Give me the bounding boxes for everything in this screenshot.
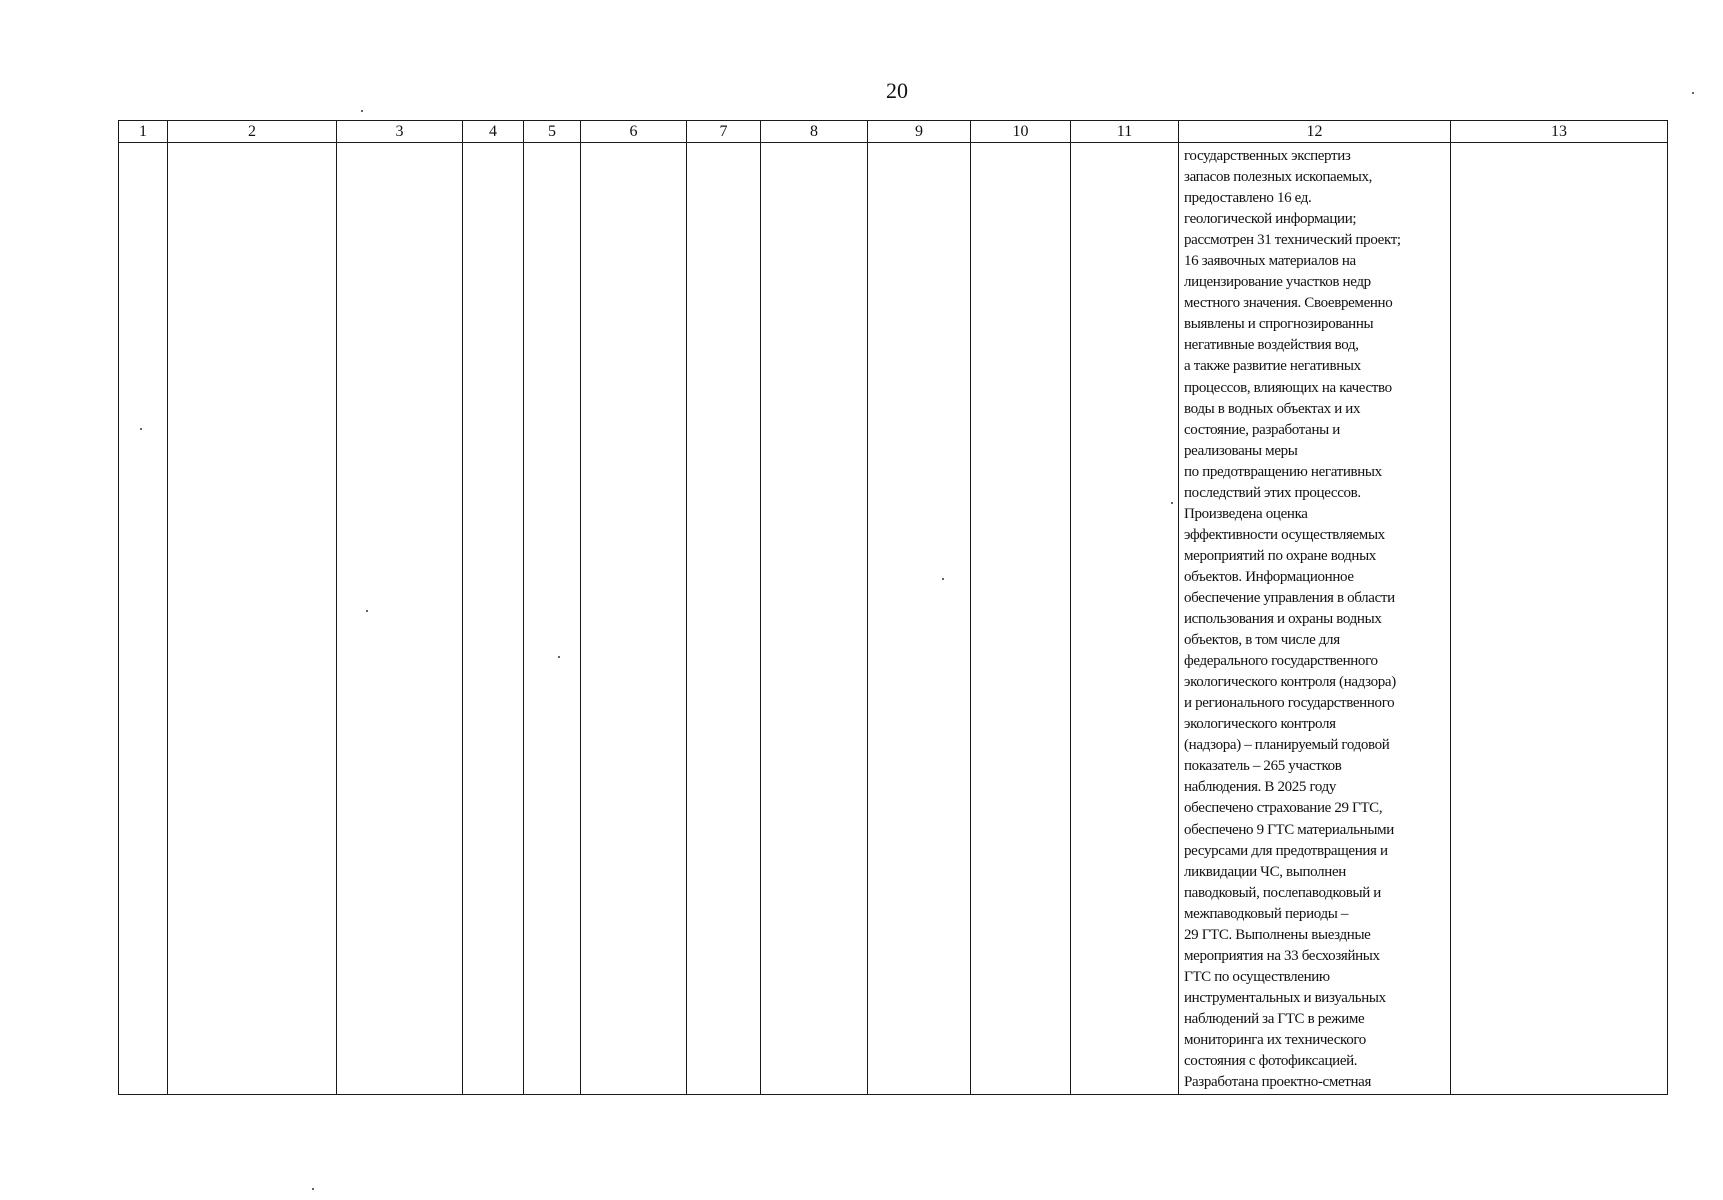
cell-col-6 [581,143,687,1095]
text-line: экологического контроля (надзора) [1184,674,1396,691]
text-line: Разработана проектно-сметная [1184,1074,1372,1091]
text-line: показатель – 265 участков [1184,758,1342,775]
text-line: предоставлено 16 ед. [1184,190,1312,207]
text-line: реализованы меры [1184,442,1298,459]
text-line: лицензирование участков недр [1184,274,1371,291]
cell-col-9 [868,143,971,1095]
text-line: а также развитие негативных [1184,358,1361,375]
scan-speck [361,110,363,112]
cell-col-11 [1071,143,1179,1095]
report-table [118,120,1668,1095]
text-line: межпаводковый периоды – [1184,905,1349,922]
scan-speck [558,656,560,658]
text-line: государственных экспертиз [1184,148,1351,164]
text-line: местного значения. Своевременно [1184,295,1393,312]
text-line: негативные воздействия вод, [1184,337,1359,354]
column-header-4: 4 [463,121,524,143]
table-row [119,143,1668,1095]
text-line: и регионального государственного [1184,695,1395,712]
text-line: состояние, разработаны и [1184,421,1340,438]
text-line: мероприятия на 33 бесхозяйных [1184,947,1380,964]
cell-col-3 [337,143,463,1095]
text-line: наблюдения. В 2025 году [1184,779,1337,796]
column-12-text [1179,143,1450,1093]
column-header-10: 10 [971,121,1071,143]
text-line: мониторинга их технического [1184,1031,1366,1048]
column-number-row [119,121,1668,143]
column-header-11: 11 [1071,121,1179,143]
text-line: федерального государственного [1184,653,1378,670]
scan-speck [942,578,944,580]
text-line: использования и охраны водных [1184,611,1382,628]
text-line: рассмотрен 31 технический проект; [1184,232,1401,249]
text-line: по предотвращению негативных [1184,463,1382,480]
scan-speck [366,610,368,612]
column-header-13: 13 [1451,121,1668,143]
text-line: мероприятий по охране водных [1184,547,1376,564]
scan-speck [140,428,142,430]
column-header-1: 1 [119,121,168,143]
text-line: объектов, в том числе для [1184,632,1340,649]
cell-col-8 [761,143,868,1095]
cell-col-5 [524,143,581,1095]
text-line: 16 заявочных материалов на [1184,253,1356,270]
text-line: 29 ГТС. Выполнены выездные [1184,926,1371,943]
cell-col-12 [1179,143,1451,1095]
column-header-5: 5 [524,121,581,143]
cell-col-1 [119,143,168,1095]
text-line: последствий этих процессов. [1184,484,1361,501]
text-line: экологического контроля [1184,716,1336,733]
page-number: 20 [886,78,908,103]
column-header-2: 2 [168,121,337,143]
text-line: выявлены и спрогнозированны [1184,316,1374,333]
text-line: обеспечено страхование 29 ГТС, [1184,800,1383,817]
scan-speck [1171,502,1173,504]
column-header-7: 7 [687,121,761,143]
cell-col-4 [463,143,524,1095]
column-header-12: 12 [1179,121,1451,143]
text-line: ГТС по осуществлению [1184,968,1330,985]
text-line: обеспечение управления в области [1184,589,1395,606]
column-header-8: 8 [761,121,868,143]
text-line: запасов полезных ископаемых, [1184,169,1373,186]
text-line: паводковый, послепаводковый и [1184,884,1381,901]
text-line: воды в водных объектах и их [1184,400,1361,417]
text-line: обеспечено 9 ГТС материальными [1184,821,1394,838]
column-header-9: 9 [868,121,971,143]
cell-col-7 [687,143,761,1095]
text-line: Произведена оценка [1184,505,1308,522]
text-line: геологической информации; [1184,211,1357,228]
scan-speck [1692,92,1694,94]
text-line: процессов, влияющих на качество [1184,379,1392,396]
text-line: ресурсами для предотвращения и [1184,842,1388,859]
text-line: инструментальных и визуальных [1184,989,1386,1006]
cell-col-13 [1451,143,1668,1095]
column-header-3: 3 [337,121,463,143]
scan-speck [312,1188,314,1190]
text-line: состояния с фотофиксацией. [1184,1053,1358,1070]
text-line: эффективности осуществляемых [1184,526,1385,543]
cell-col-10 [971,143,1071,1095]
text-line: наблюдений за ГТС в режиме [1184,1010,1365,1027]
cell-col-2 [168,143,337,1095]
text-line: (надзора) – планируемый годовой [1184,737,1390,754]
column-header-6: 6 [581,121,687,143]
text-line: ликвидации ЧС, выполнен [1184,863,1346,880]
text-line: объектов. Информационное [1184,568,1354,585]
